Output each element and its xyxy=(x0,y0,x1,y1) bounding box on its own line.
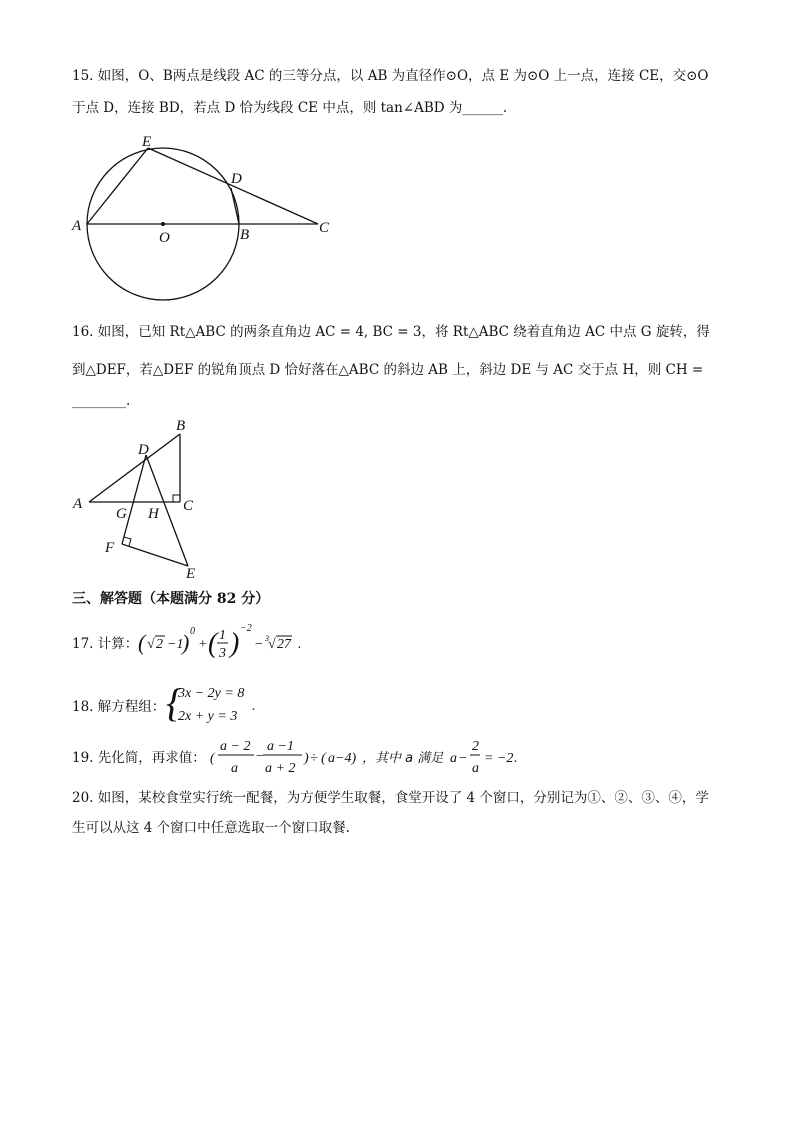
segment-bd xyxy=(231,188,239,224)
svg-text:÷ (: ÷ ( xyxy=(310,751,326,766)
svg-text:): ) xyxy=(182,630,190,655)
svg-text:= −2: = −2 xyxy=(484,751,514,766)
q20-line2: 生可以从这 4 个窗口中任意选取一个窗口取餐. xyxy=(72,820,350,836)
label-g: G xyxy=(116,506,127,522)
q18-eq2: 2x + y = 3 xyxy=(178,709,238,724)
q18-system xyxy=(164,680,274,728)
svg-text:): ) xyxy=(304,751,309,766)
svg-text:−: − xyxy=(458,751,468,766)
q17-expression xyxy=(138,622,318,668)
right-angle-c xyxy=(173,495,180,502)
label-a: A xyxy=(72,218,82,234)
svg-text:√: √ xyxy=(147,637,155,652)
q18-suffix: . xyxy=(252,699,256,714)
q15-line1: 15. 如图，O、B两点是线段 AC 的三等分点，以 AB 为直径作⊙O，点 E 为⊙O 上一点，连接 CE，交⊙O xyxy=(72,68,709,84)
svg-text:a: a xyxy=(231,761,238,776)
label-d: D xyxy=(138,442,149,458)
svg-text:3: 3 xyxy=(219,646,226,661)
svg-text:): ) xyxy=(230,628,240,659)
q15-circle-figure xyxy=(60,128,350,308)
q18-prefix: 18. 解方程组： xyxy=(72,699,166,715)
svg-text:a − 2: a − 2 xyxy=(220,739,251,754)
q16-line2: 到△DEF，若△DEF 的锐角顶点 D 恰好落在△ABC 的斜边 AB 上，斜边 DE 与 AC 交于点 H，则 CH = xyxy=(72,362,704,378)
label-b: B xyxy=(240,227,250,243)
q16-line3: ________. xyxy=(72,393,131,409)
svg-text:√: √ xyxy=(268,637,276,652)
svg-text:(: ( xyxy=(138,630,146,655)
svg-text:(: ( xyxy=(210,751,215,766)
label-e: E xyxy=(142,134,152,150)
q19-prefix: 19. 先化简，再求值： xyxy=(72,750,206,766)
label-e: E xyxy=(186,566,196,582)
svg-text:−2: −2 xyxy=(240,623,252,634)
svg-text:a: a xyxy=(328,751,335,766)
label-a: A xyxy=(73,496,83,512)
segment-ae xyxy=(87,148,148,224)
q15-line2: 于点 D，连接 BD，若点 D 恰为线段 CE 中点，则 tan∠ABD 为______. xyxy=(72,100,508,116)
svg-text:a −1: a −1 xyxy=(267,739,294,754)
q19-expression xyxy=(210,736,540,780)
svg-text:+: + xyxy=(198,637,208,652)
svg-text:−4): −4) xyxy=(335,751,357,766)
svg-text:−1: −1 xyxy=(167,637,184,652)
label-h: H xyxy=(148,506,159,522)
svg-text:27: 27 xyxy=(277,637,291,652)
q19-suffix: . xyxy=(514,751,518,766)
svg-text:−: − xyxy=(255,749,265,764)
segment-ab xyxy=(89,434,180,502)
q18-eq1: 3x − 2y = 8 xyxy=(178,686,245,701)
svg-text:1: 1 xyxy=(219,628,226,643)
segment-fe xyxy=(122,544,188,566)
svg-text:a: a xyxy=(472,761,479,776)
q17-suffix: . xyxy=(298,637,302,652)
svg-text:0: 0 xyxy=(190,626,195,637)
label-b: B xyxy=(176,418,186,434)
svg-text:a + 2: a + 2 xyxy=(265,761,296,776)
q17-prefix: 17. 计算： xyxy=(72,636,139,652)
label-f: F xyxy=(105,540,115,556)
q16-line1: 16. 如图，已知 Rt△ABC 的两条直角边 AC = 4, BC = 3，将 Rt△ABC 绕着直角边 AC 中点 G 旋转，得 xyxy=(72,324,710,340)
svg-text:{: { xyxy=(166,680,182,725)
svg-text:3: 3 xyxy=(265,634,269,643)
section-heading: 三、解答题（本题满分 82 分） xyxy=(72,591,270,607)
svg-text:2: 2 xyxy=(156,637,163,652)
svg-text:a: a xyxy=(450,751,457,766)
label-o: O xyxy=(159,230,170,246)
point-o xyxy=(161,222,165,226)
label-d: D xyxy=(231,171,242,187)
q20-line1: 20. 如图，某校食堂实行统一配餐，为方便学生取餐，食堂开设了 4 个窗口，分别记为①、②、③、④，学 xyxy=(72,790,709,806)
svg-text:2: 2 xyxy=(472,739,479,754)
svg-text:(: ( xyxy=(208,628,218,659)
svg-text:−: − xyxy=(254,637,264,652)
label-c: C xyxy=(319,220,330,236)
q16-triangle-figure xyxy=(60,412,220,582)
q19-mid: ，其中 a 满足 xyxy=(362,751,444,766)
label-c: C xyxy=(183,498,194,514)
